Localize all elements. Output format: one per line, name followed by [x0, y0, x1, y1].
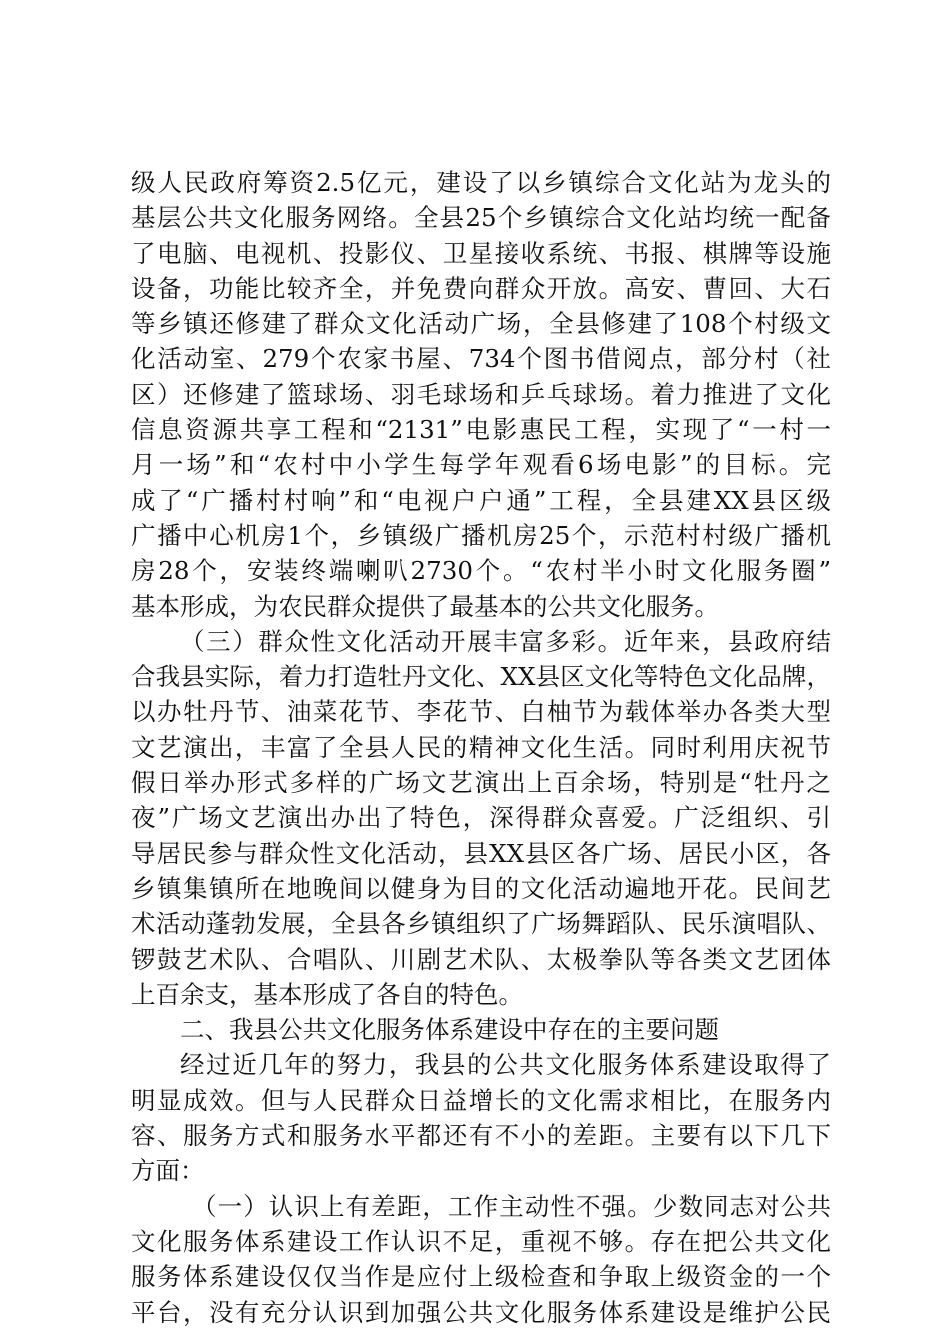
text-line: 锣鼓艺术队、合唱队、川剧艺术队、太极拳队等各类文艺团体 [131, 944, 831, 974]
text-line: 经过近几年的努力，我县的公共文化服务体系建设取得了 [180, 1050, 831, 1080]
text-line: 基本形成，为农民群众提供了最基本的公共文化服务。 [131, 591, 719, 621]
text-line: 区）还修建了篮球场、羽毛球场和乒乓球场。着力推进了文化 [131, 379, 831, 409]
text-line: 房28个，安装终端喇叭2730个。“农村半小时文化服务圈” [131, 556, 831, 586]
text-line: 夜”广场文艺演出办出了特色，深得群众喜爱。广泛组织、引 [131, 803, 831, 833]
text-line: 以办牡丹节、油菜花节、李花节、白柚节为载体举办各类大型 [131, 697, 831, 727]
text-line: 设备，功能比较齐全，并免费向群众开放。高安、曹回、大石 [131, 273, 831, 303]
text-line: 二、我县公共文化服务体系建设中存在的主要问题 [180, 1015, 719, 1045]
text-line: 化活动室、279个农家书屋、734个图书借阅点，部分村（社 [131, 344, 831, 374]
document-body [131, 165, 831, 1330]
text-line: 了电脑、电视机、投影仪、卫星接收系统、书报、棋牌等设施 [131, 238, 831, 268]
text-line: 基层公共文化服务网络。全县25个乡镇综合文化站均统一配备 [131, 203, 831, 233]
text-line: 术活动蓬勃发展，全县各乡镇组织了广场舞蹈队、民乐演唱队、 [131, 909, 831, 939]
text-line: 导居民参与群众性文化活动，县XX县区各广场、居民小区，各 [131, 838, 831, 868]
text-line: 服务体系建设仅仅当作是应付上级检查和争取上级资金的一个 [131, 1262, 831, 1292]
text-line: 文艺演出，丰富了全县人民的精神文化生活。同时利用庆祝节 [131, 732, 831, 762]
text-line: 乡镇集镇所在地晚间以健身为目的文化活动遍地开花。民间艺 [131, 873, 831, 903]
text-line: 成了“广播村村响”和“电视户户通”工程，全县建XX县区级 [131, 485, 831, 515]
text-line: 广播中心机房1个，乡镇级广播机房25个，示范村村级广播机 [131, 520, 831, 550]
text-line: 文化服务体系建设工作认识不足，重视不够。存在把公共文化 [131, 1226, 831, 1256]
text-line: 容、服务方式和服务水平都还有不小的差距。主要有以下几下 [131, 1121, 831, 1151]
text-line: 合我县实际，着力打造牡丹文化、XX县区文化等特色文化品牌， [131, 662, 831, 692]
text-line: 信息资源共享工程和“2131”电影惠民工程，实现了“一村一 [131, 415, 831, 445]
text-line: 假日举办形式多样的广场文艺演出上百余场，特别是“牡丹之 [131, 768, 831, 798]
text-line: 月一场”和“农村中小学生每学年观看6场电影”的目标。完 [131, 450, 831, 480]
text-line: 上百余支，基本形成了各自的特色。 [131, 979, 523, 1009]
text-line: 等乡镇还修建了群众文化活动广场，全县修建了108个村级文 [131, 309, 831, 339]
text-line: 平台，没有充分认识到加强公共文化服务体系建设是维护公民 [131, 1297, 831, 1327]
text-line: （三）群众性文化活动开展丰富多彩。近年来，县政府结 [180, 626, 831, 656]
text-line: （一）认识上有差距，工作主动性不强。少数同志对公共 [192, 1191, 831, 1221]
text-line: 明显成效。但与人民群众日益增长的文化需求相比，在服务内 [131, 1085, 831, 1115]
text-line: 方面： [131, 1156, 205, 1186]
text-line: 级人民政府筹资2.5亿元，建设了以乡镇综合文化站为龙头的 [131, 168, 831, 197]
